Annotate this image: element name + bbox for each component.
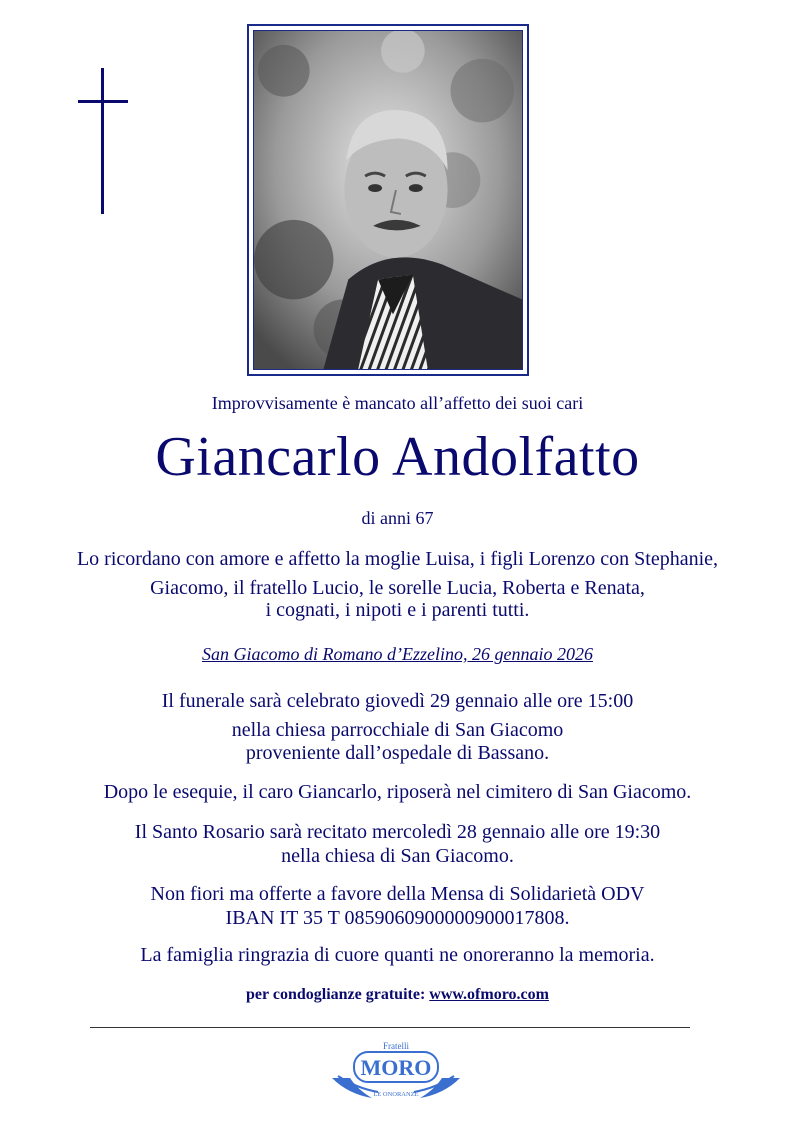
donation-line: Non fiori ma offerte a favore della Mensa di Solidarietà ODV	[150, 883, 645, 905]
funeral-line: proveniente dall’ospedale di Bassano.	[245, 742, 550, 764]
condolences-link[interactable]: www.ofmoro.com	[429, 986, 549, 1003]
divider	[90, 1027, 690, 1028]
moro-funeral-logo	[328, 1038, 464, 1104]
funeral-line: nella chiesa parrocchiale di San Giacomo	[231, 719, 564, 741]
burial-text: Dopo le esequie, il caro Giancarlo, riposerà nel cimitero di San Giacomo.	[103, 781, 692, 803]
place-date: San Giacomo di Romano d’Ezzelino, 26 gennaio 2026	[202, 644, 593, 664]
thanks-text: La famiglia ringrazia di cuore quanti ne onoreranno la memoria.	[140, 944, 655, 966]
age-text: di anni 67	[361, 508, 434, 528]
logo-top-text: Fratelli	[383, 1041, 409, 1051]
rosary-line: nella chiesa di San Giacomo.	[281, 845, 514, 867]
iban-line: IBAN IT 35 T 0859060900000900017808.	[225, 907, 570, 929]
logo-bottom-text: LE ONORANZE	[373, 1091, 419, 1098]
portrait-photo	[247, 24, 529, 376]
funeral-line: Il funerale sarà celebrato giovedì 29 gennaio alle ore 15:00	[161, 690, 634, 712]
family-line: Lo ricordano con amore e affetto la moglie Luisa, i figli Lorenzo con Stephanie,	[76, 548, 719, 570]
logo-main-text: MORO	[360, 1055, 432, 1080]
intro-text: Improvvisamente è mancato all’affetto dei suoi cari	[211, 393, 584, 413]
latin-cross-icon	[78, 68, 128, 214]
rosary-line: Il Santo Rosario sarà recitato mercoledì 28 gennaio alle ore 19:30	[134, 821, 661, 843]
condolences-line	[0, 986, 795, 1004]
deceased-name: Giancarlo Andolfatto	[155, 426, 640, 488]
family-line: Giacomo, il fratello Lucio, le sorelle Lucia, Roberta e Renata,	[150, 577, 645, 599]
condolences-label: per condoglianze gratuite:	[246, 986, 426, 1003]
family-line: i cognati, i nipoti e i parenti tutti.	[265, 599, 530, 621]
